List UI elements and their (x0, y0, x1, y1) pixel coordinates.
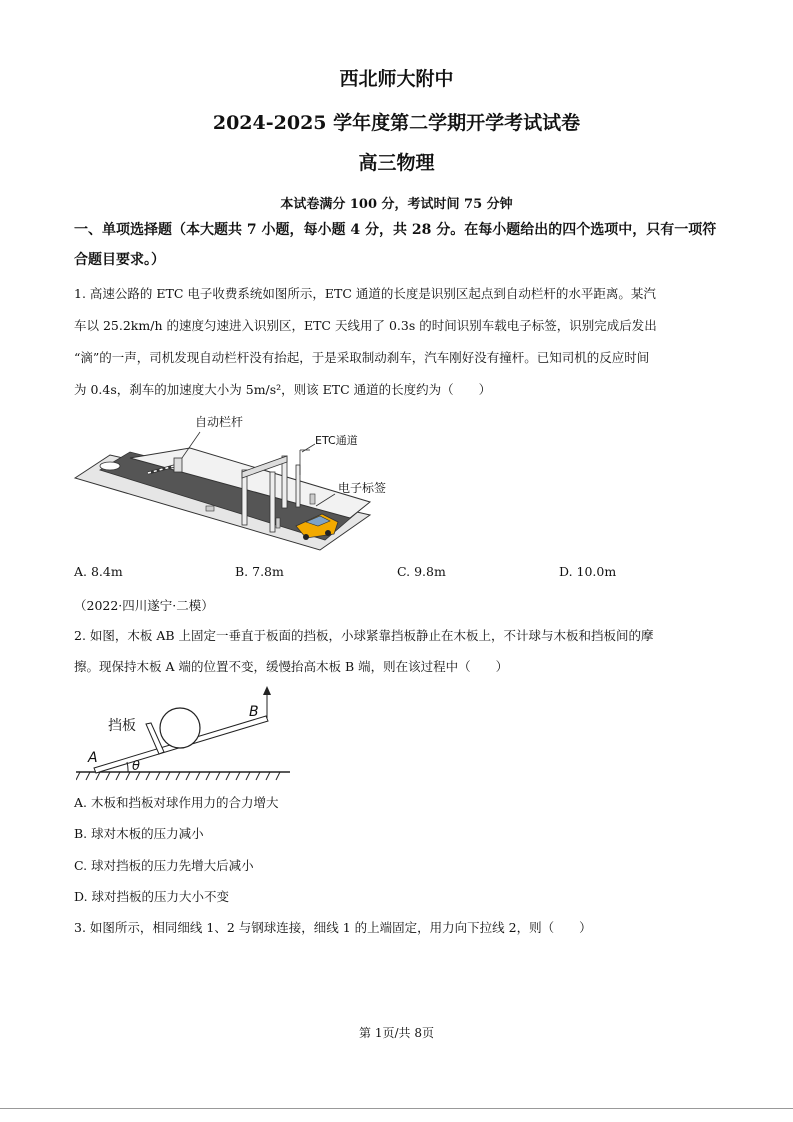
subject-title: 高三物理 (358, 152, 435, 174)
q1-line-2: 车以 25.2km/h 的速度匀速进入识别区，ETC 天线用了 0.3s 的时间识别车载电子标签，识别完成后发出 (74, 318, 657, 333)
incline-figure (76, 686, 296, 782)
label-theta: θ (132, 759, 140, 774)
q2-option-c[interactable]: C. 球对挡板的压力先增大后减小 (74, 858, 254, 873)
q3-line-1: 3. 如图所示，相同细线 1、2 与钢球连接，细线 1 的上端固定，用力向下拉线 2，则（ ） (74, 920, 592, 935)
q1-line-3: “滴”的一声，司机发现自动栏杆没有抬起，于是采取制动刹车，汽车刚好没有撞杆。已知司机的反应时间 (74, 350, 650, 365)
label-tag: 电子标签 (338, 481, 387, 495)
label-etc-channel: ETC通道 (315, 434, 358, 447)
q2-line-2: 擦。现保持木板 A 端的位置不变，缓慢抬高木板 B 端，则在该过程中（ ） (74, 659, 509, 674)
q2-source: （2022·四川遂宁·二模） (74, 598, 214, 613)
q1-line-4: 为 0.4s，刹车的加速度大小为 5m/s²，则该 ETC 通道的长度约为（ ） (74, 382, 492, 397)
section-heading: 一、单项选择题（本大题共 7 小题，每小题 4 分，共 28 分。在每小题给出的四个选项中，只有一项符合题目要求。） (74, 222, 717, 268)
q2-option-a[interactable]: A. 木板和挡板对球作用力的合力增大 (74, 795, 279, 810)
school-name: 西北师大附中 (339, 68, 454, 90)
label-barrier: 自动栏杆 (195, 415, 244, 429)
q2-line-1: 2. 如图，木板 AB 上固定一垂直于板面的挡板，小球紧靠挡板静止在木板上，不计球与木板和挡板间的摩 (74, 628, 654, 643)
q1-option-d[interactable]: D. 10.0m (559, 564, 617, 579)
q2-option-d[interactable]: D. 球对挡板的压力大小不变 (74, 889, 230, 904)
label-a: A (88, 750, 98, 766)
q1-option-c[interactable]: C. 9.8m (397, 564, 446, 579)
exam-note: 本试卷满分 100 分，考试时间 75 分钟 (280, 197, 513, 212)
q1-line-1: 1. 高速公路的 ETC 电子收费系统如图所示，ETC 通道的长度是识别区起点到自动栏杆的水平距离。某汽 (74, 286, 656, 301)
exam-title: 2024-2025 学年度第二学期开学考试试卷 (212, 112, 581, 134)
page-number: 第 1页/共 8页 (359, 1026, 434, 1040)
label-b: B (249, 704, 259, 720)
q1-option-a[interactable]: A. 8.4m (74, 564, 123, 579)
q1-option-b[interactable]: B. 7.8m (235, 564, 284, 579)
etc-figure (70, 410, 390, 560)
q2-option-b[interactable]: B. 球对木板的压力减小 (74, 826, 204, 841)
label-baffle: 挡板 (108, 718, 136, 734)
bottom-divider (0, 1108, 793, 1109)
